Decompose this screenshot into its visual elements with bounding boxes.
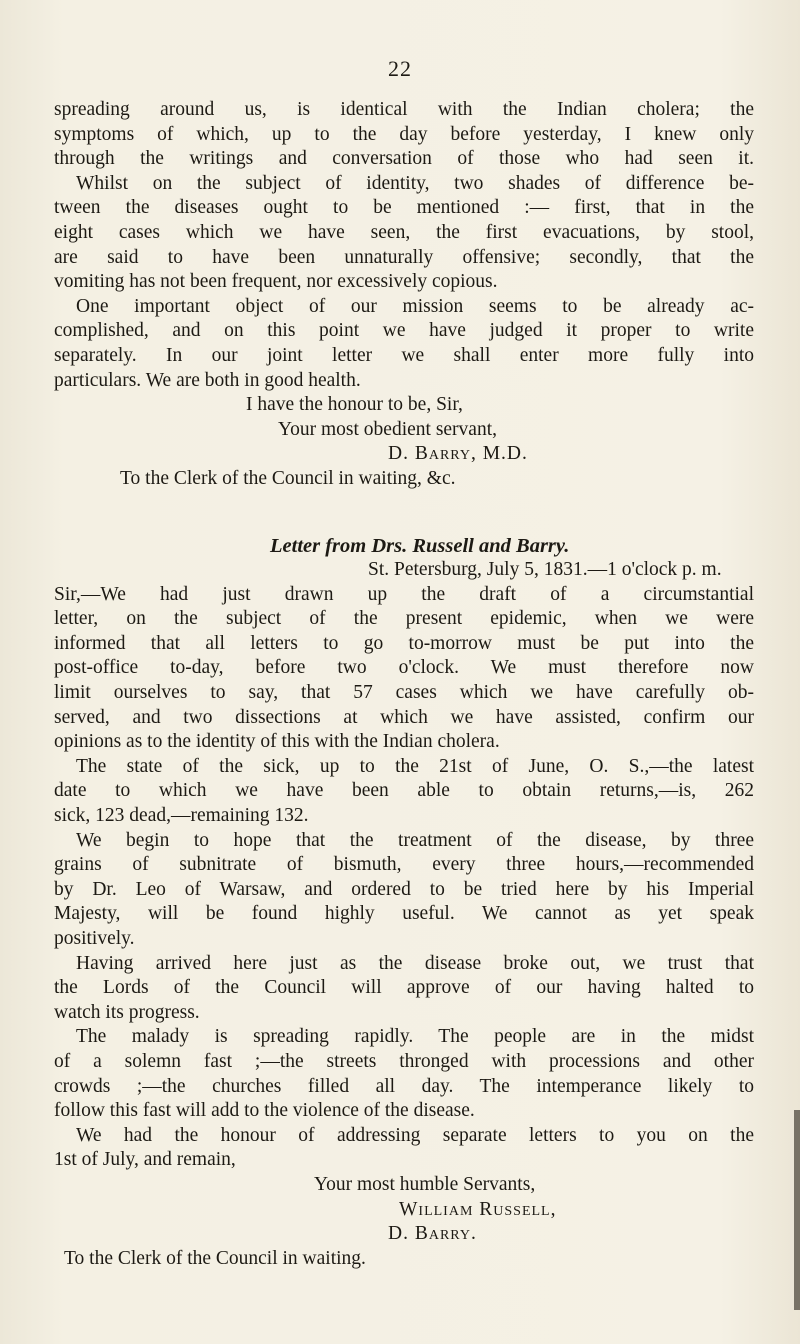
servant-line: Your most obedient servant, — [278, 418, 498, 440]
addressee-line: To the Clerk of the Council in waiting, &c. — [120, 467, 456, 489]
letter-heading: Letter from Drs. Russell and Barry. — [270, 534, 570, 557]
text-line: post-office to-day, before two o'clock. We must therefore now — [54, 657, 754, 679]
text-line: The malady is spreading rapidly. The people are in the midst — [76, 1026, 754, 1048]
text-line: are said to have been unnaturally offensive; secondly, that the — [54, 246, 754, 268]
page-number: 22 — [388, 56, 412, 81]
text-line: particulars. We are both in good health. — [54, 369, 361, 391]
text-line: crowds ;—the churches filled all day. The intemperance likely to — [54, 1075, 754, 1097]
text-line: We begin to hope that the treatment of the disease, by three — [76, 829, 754, 851]
text-line: the Lords of the Council will approve of our having halted to — [54, 977, 754, 999]
closing-line: I have the honour to be, Sir, — [246, 394, 463, 416]
page-edge-shadow — [794, 1110, 800, 1310]
text-line: follow this fast will add to the violence of the disease. — [54, 1100, 475, 1122]
text-line: tween the diseases ought to be mentioned :— first, that in the — [54, 197, 754, 219]
text-line: Majesty, will be found highly useful. We cannot as yet speak — [54, 903, 754, 925]
signature: D. Barry. — [388, 1223, 477, 1245]
page-body — [54, 98, 754, 1271]
text-line: Having arrived here just as the disease broke out, we trust that — [76, 952, 754, 974]
text-line: opinions as to the identity of this with the Indian cholera. — [54, 731, 500, 753]
text-line: Sir,—We had just drawn up the draft of a circumstantial — [54, 583, 754, 605]
text-line: symptoms of which, up to the day before yesterday, I knew only — [54, 123, 754, 145]
text-line: 1st of July, and remain, — [54, 1149, 236, 1171]
text-line: spreading around us, is identical with the Indian cholera; the — [54, 99, 754, 120]
text-line: by Dr. Leo of Warsaw, and ordered to be tried here by his Imperial — [54, 878, 754, 900]
signature: D. Barry, M.D. — [388, 443, 528, 465]
text-line: complished, and on this point we have judged it proper to write — [54, 320, 754, 342]
text-line: through the writings and conversation of those who had seen it. — [54, 148, 754, 170]
text-line: limit ourselves to say, that 57 cases which we have carefully ob- — [54, 682, 754, 704]
signature: William Russell, — [399, 1198, 557, 1220]
text-line: We had the honour of addressing separate letters to you on the — [76, 1124, 754, 1146]
text-line: Whilst on the subject of identity, two shades of difference be- — [76, 172, 754, 194]
dateline: St. Petersburg, July 5, 1831.—1 o'clock p. m. — [368, 559, 722, 581]
text-line: of a solemn fast ;—the streets thronged with processions and other — [54, 1050, 754, 1072]
text-line: served, and two dissections at which we have assisted, confirm our — [54, 706, 754, 728]
text-line: positively. — [54, 928, 135, 949]
text-line: grains of subnitrate of bismuth, every three hours,—recommended — [54, 854, 754, 876]
addressee-line: To the Clerk of the Council in waiting. — [64, 1247, 366, 1269]
text-line: vomiting has not been frequent, nor excessively copious. — [54, 271, 498, 293]
text-line: date to which we have been able to obtain returns,—is, 262 — [54, 780, 754, 802]
text-line: watch its progress. — [54, 1001, 200, 1023]
text-line: sick, 123 dead,—remaining 132. — [54, 805, 309, 827]
text-line: eight cases which we have seen, the first evacuations, by stool, — [54, 221, 754, 243]
text-line: One important object of our mission seems to be already ac- — [76, 295, 754, 317]
text-line: informed that all letters to go to-morrow must be put into the — [54, 632, 754, 654]
text-line: letter, on the subject of the present epidemic, when we were — [54, 608, 754, 630]
text-line: The state of the sick, up to the 21st of June, O. S.,—the latest — [76, 755, 754, 777]
text-line: separately. In our joint letter we shall enter more fully into — [54, 344, 754, 366]
closing-line: Your most humble Servants, — [314, 1173, 536, 1195]
